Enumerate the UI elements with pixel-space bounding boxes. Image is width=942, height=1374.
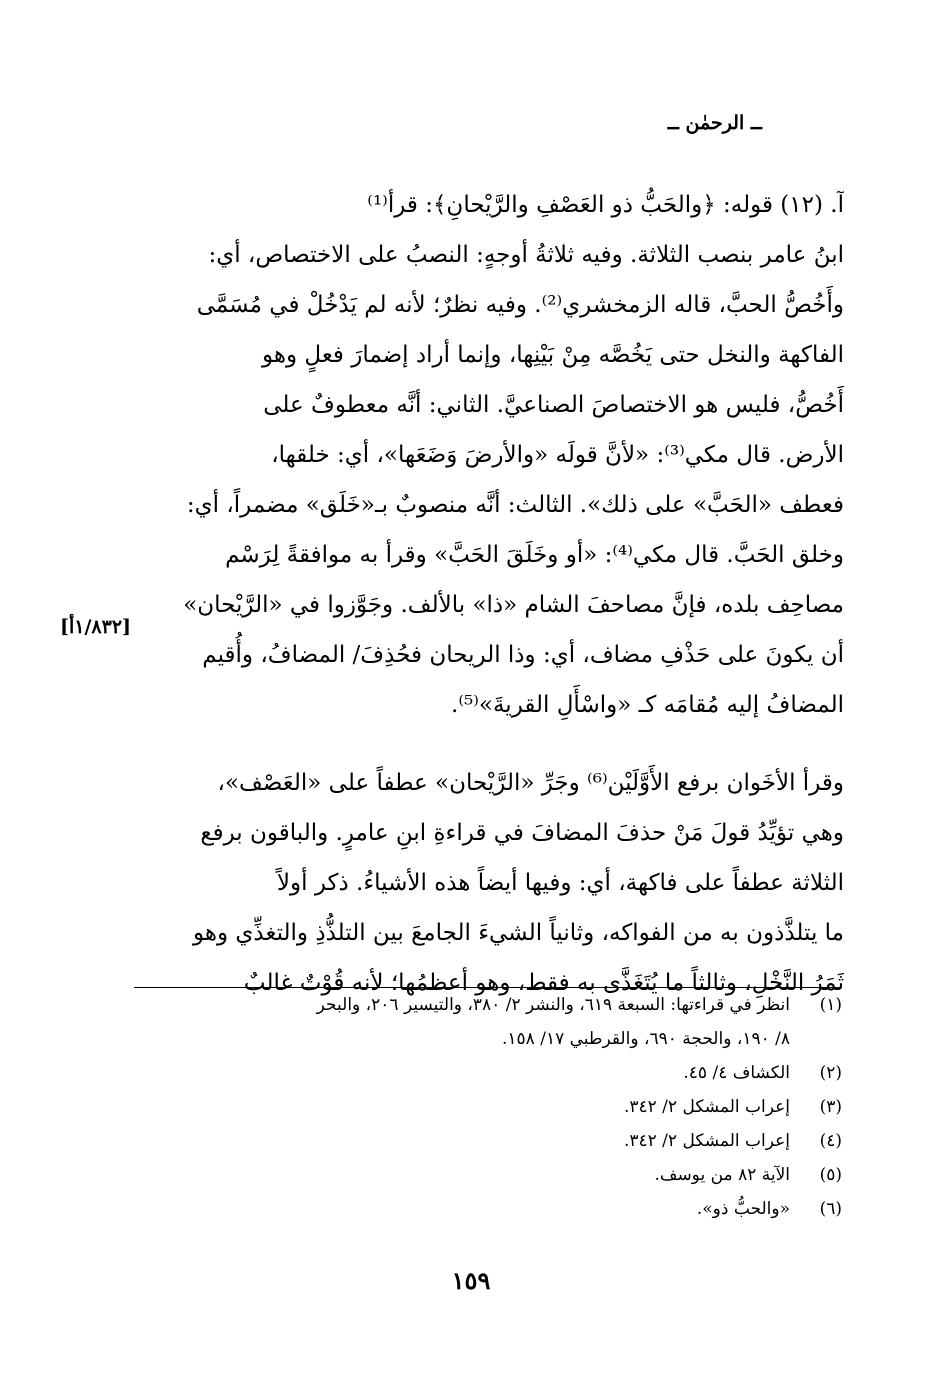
footnote-number: (٣) bbox=[819, 1097, 842, 1117]
footnote-item bbox=[134, 1124, 842, 1158]
footnote-number: (١) bbox=[819, 995, 842, 1015]
footnote-text: الكشاف ٤/ ٤٥. bbox=[683, 1063, 790, 1083]
text-line: المضافُ إليه مُقامَه كـ «واسْأَلِ القريةَ»⁽⁵⁾. bbox=[451, 692, 844, 718]
footnote-text-continued: ٨/ ١٩٠، والحجة ٦٩٠، والقرطبي ١٧/ ١٥٨. bbox=[502, 1029, 790, 1049]
footnote-text: «والحبُّ ذو». bbox=[696, 1199, 790, 1219]
footnote-number: (٢) bbox=[819, 1063, 842, 1083]
text-line: وقرأ الأخَوان برفع الأَوَّلَيْن⁽⁶⁾ وجَرِّ «الرَّيْحان» عطفاً على «العَصْف»، bbox=[217, 770, 844, 796]
paragraph-gap bbox=[99, 730, 844, 758]
text-line: ثَمَرُ النَّخْلِ، وثالثاً ما يُتَغَذَّى به فقط، وهو أعظمُها؛ لأنه قُوْتٌ غالبٌ bbox=[243, 970, 844, 996]
text-line: فعطف «الحَبَّ» على ذلك». الثالث: أنَّه منصوبٌ بـ«خَلَق» مضمراً، أي: bbox=[186, 492, 844, 518]
footnote-item bbox=[134, 1192, 842, 1226]
page-number: ١٥٩ bbox=[451, 1266, 491, 1295]
text-line: أن يكونَ على حَذْفِ مضاف، أي: وذا الريحان فحُذِفَ/ المضافُ، وأُقيم bbox=[202, 642, 844, 668]
footnote-number: (٤) bbox=[819, 1131, 842, 1151]
manuscript-folio-note: [١/٨٣٢أ] bbox=[60, 616, 132, 638]
footnote-item bbox=[134, 1056, 842, 1090]
text-line: وأَخُصُّ الحبَّ، قاله الزمخشري⁽²⁾. وفيه نظرٌ؛ لأنه لم يَدْخُلْ في مُسَمَّى bbox=[196, 292, 844, 318]
text-line: الثلاثة عطفاً على فاكهة، أي: وفيها أيضاً هذه الأشياءُ. ذكر أولاً bbox=[276, 870, 844, 896]
footnote-text: إعراب المشكل ٢/ ٣٤٢. bbox=[623, 1131, 790, 1151]
main-text bbox=[99, 180, 844, 1008]
text-line: وخلق الحَبَّ. قال مكي⁽⁴⁾: «أو وخَلَقَ الحَبَّ» وقرأ به موافقةً لِرَسْم bbox=[225, 542, 844, 568]
text-line: مصاحِف بلده، فإنَّ مصاحفَ الشام «ذا» بالألف. وجَوَّزوا في «الرَّيْحان» bbox=[183, 592, 844, 618]
footnote-text: إعراب المشكل ٢/ ٣٤٢. bbox=[623, 1097, 790, 1117]
text-line: آ. (١٢) قوله: ﴿والحَبُّ ذو العَصْفِ والرَّيْحانِ﴾: قرأ⁽¹⁾ bbox=[367, 192, 844, 218]
footnotes bbox=[134, 987, 842, 1226]
text-line: ما يتلذَّذون به من الفواكه، وثانياً الشيءَ الجامعَ بين التلذُّذِ والتغذِّي وهو bbox=[192, 920, 844, 946]
footnote-item bbox=[134, 1158, 842, 1192]
text-line: ابنُ عامر بنصب الثلاثة. وفيه ثلاثةُ أوجهٍ: النصبُ على الاختصاص، أي: bbox=[208, 242, 844, 268]
text-line: وهي تؤيِّدُ قولَ مَنْ حذفَ المضافَ في قراءةِ ابنِ عامرٍ. والباقون برفع bbox=[200, 820, 844, 846]
text-line: أَخُصُّ، فليس هو الاختصاصَ الصناعيَّ. الثاني: أنَّه معطوفٌ على bbox=[263, 392, 844, 418]
text-line: الفاكهة والنخل حتى يَخُصَّه مِنْ بَيْنِها، وإنما أراد إضمارَ فعلٍ وهو bbox=[261, 342, 844, 368]
footnote-item bbox=[134, 1090, 842, 1124]
footnote-number: (٦) bbox=[819, 1199, 842, 1219]
footnote-text: انظر في قراءتها: السبعة ٦١٩، والنشر ٢/ ٣٨٠، والتيسير ٢٠٦، والبحر bbox=[316, 995, 790, 1015]
footnote-text: الآية ٨٢ من يوسف. bbox=[654, 1165, 790, 1185]
running-header: ــ الرحمٰن ــ bbox=[667, 112, 762, 134]
footnote-number: (٥) bbox=[819, 1165, 842, 1185]
text-line: الأرض. قال مكي⁽³⁾: «لأنَّ قولَه «والأرضَ وَضَعَها»، أي: خلقها، bbox=[271, 442, 844, 468]
footnote-item bbox=[134, 988, 842, 1056]
